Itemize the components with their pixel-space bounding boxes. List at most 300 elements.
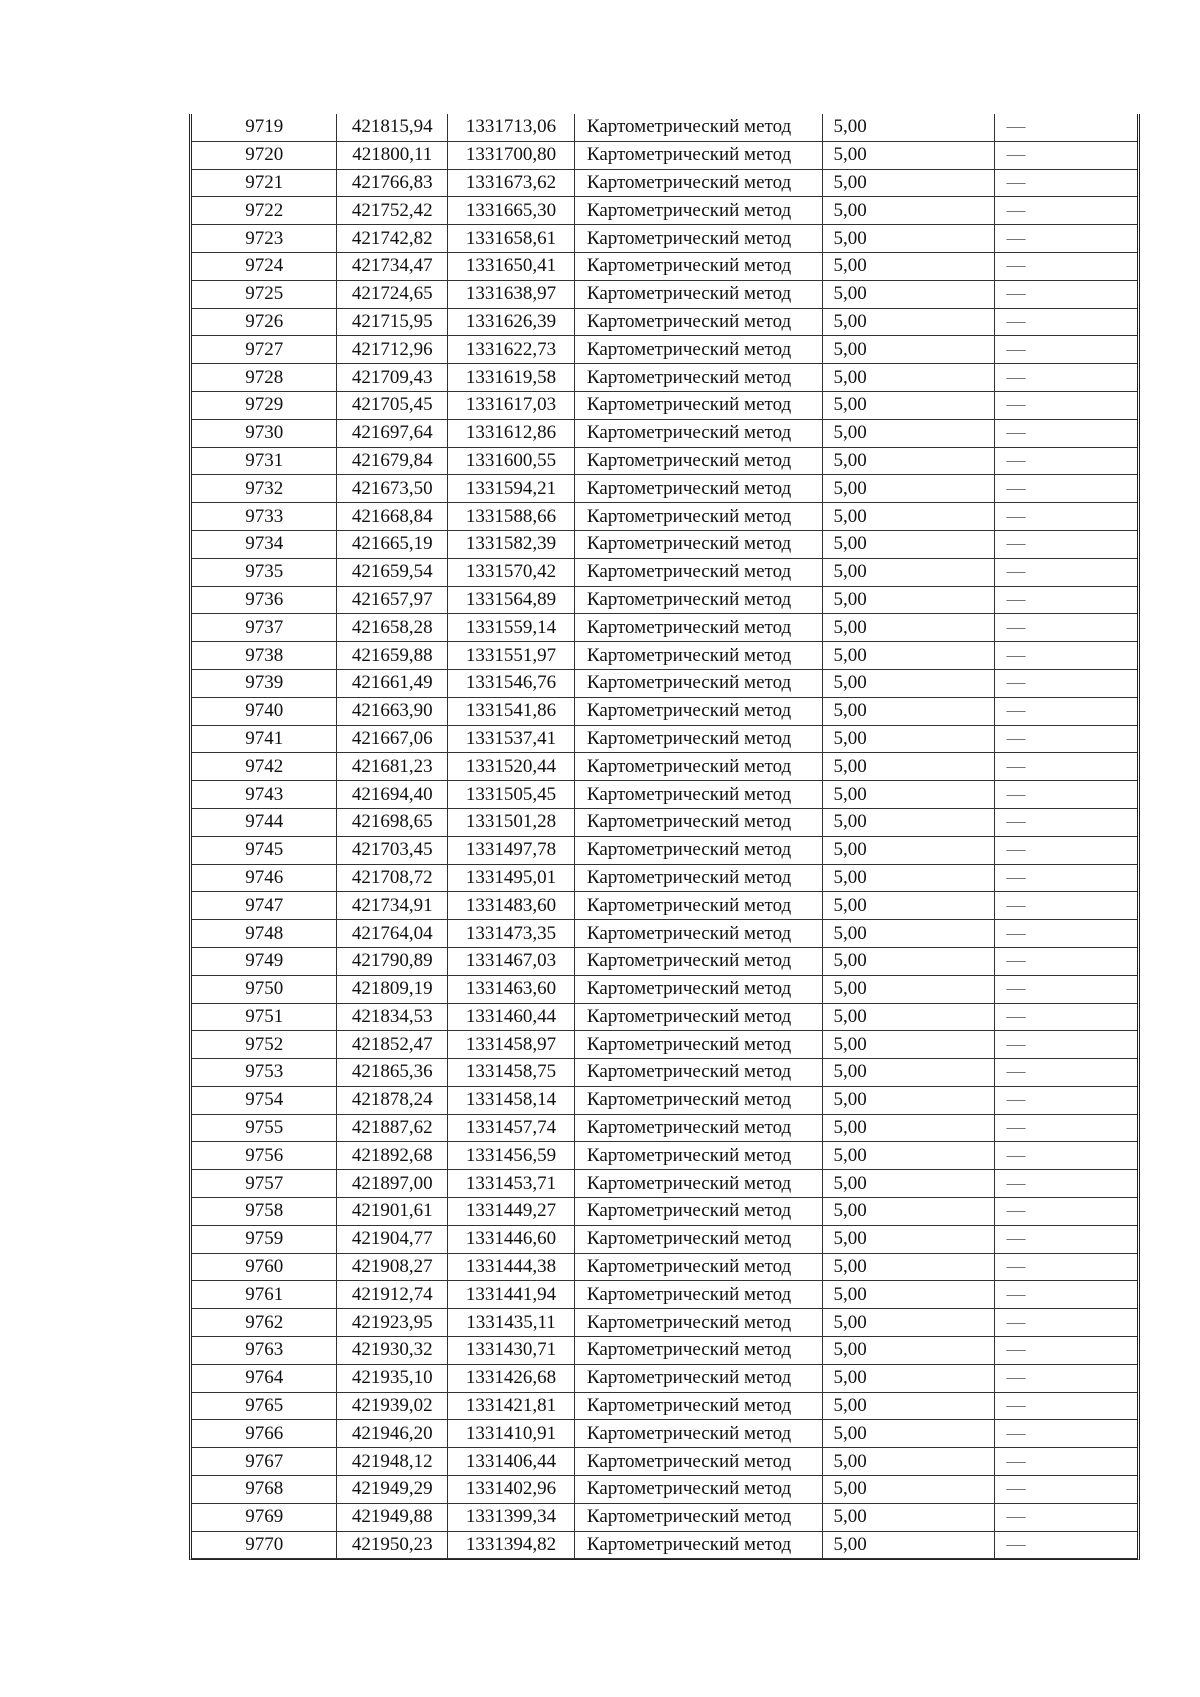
x-coordinate-cell: 421681,23 (337, 753, 448, 781)
table-row (192, 947, 1137, 975)
point-number-cell: 9731 (192, 447, 337, 475)
method-cell: Картометрический метод (574, 836, 823, 864)
x-coordinate-cell: 421887,62 (337, 1114, 448, 1142)
note-cell: — (994, 753, 1137, 781)
point-number-cell: 9768 (192, 1476, 337, 1504)
note-cell: — (994, 642, 1137, 670)
table-row (192, 503, 1137, 531)
x-coordinate-cell: 421698,65 (337, 808, 448, 836)
method-cell: Картометрический метод (574, 697, 823, 725)
y-coordinate-cell: 1331570,42 (448, 558, 575, 586)
note-cell: — (994, 1253, 1137, 1281)
y-coordinate-cell: 1331399,34 (448, 1503, 575, 1531)
point-number-cell: 9720 (192, 141, 337, 169)
y-coordinate-cell: 1331622,73 (448, 336, 575, 364)
method-cell: Картометрический метод (574, 1059, 823, 1087)
y-coordinate-cell: 1331495,01 (448, 864, 575, 892)
accuracy-cell: 5,00 (823, 225, 994, 253)
table-row (192, 1225, 1137, 1253)
table-row (192, 252, 1137, 280)
note-cell: — (994, 892, 1137, 920)
y-coordinate-cell: 1331594,21 (448, 475, 575, 503)
x-coordinate-cell: 421815,94 (337, 114, 448, 141)
table-row (192, 308, 1137, 336)
accuracy-cell: 5,00 (823, 697, 994, 725)
y-coordinate-cell: 1331582,39 (448, 530, 575, 558)
y-coordinate-cell: 1331426,68 (448, 1364, 575, 1392)
point-number-cell: 9736 (192, 586, 337, 614)
method-cell: Картометрический метод (574, 475, 823, 503)
point-number-cell: 9762 (192, 1309, 337, 1337)
point-number-cell: 9763 (192, 1337, 337, 1365)
x-coordinate-cell: 421657,97 (337, 586, 448, 614)
note-cell: — (994, 447, 1137, 475)
x-coordinate-cell: 421734,91 (337, 892, 448, 920)
note-cell: — (994, 1309, 1137, 1337)
accuracy-cell: 5,00 (823, 1392, 994, 1420)
point-number-cell: 9743 (192, 781, 337, 809)
note-cell: — (994, 169, 1137, 197)
table-row (192, 1337, 1137, 1365)
point-number-cell: 9770 (192, 1531, 337, 1559)
y-coordinate-cell: 1331713,06 (448, 114, 575, 141)
method-cell: Картометрический метод (574, 1170, 823, 1198)
note-cell: — (994, 391, 1137, 419)
method-cell: Картометрический метод (574, 1476, 823, 1504)
x-coordinate-cell: 421668,84 (337, 503, 448, 531)
method-cell: Картометрический метод (574, 197, 823, 225)
table-row (192, 1448, 1137, 1476)
table-row (192, 1114, 1137, 1142)
point-number-cell: 9725 (192, 280, 337, 308)
x-coordinate-cell: 421708,72 (337, 864, 448, 892)
note-cell: — (994, 1031, 1137, 1059)
table-row (192, 558, 1137, 586)
point-number-cell: 9754 (192, 1086, 337, 1114)
y-coordinate-cell: 1331449,27 (448, 1198, 575, 1226)
y-coordinate-cell: 1331588,66 (448, 503, 575, 531)
accuracy-cell: 5,00 (823, 864, 994, 892)
x-coordinate-cell: 421667,06 (337, 725, 448, 753)
y-coordinate-cell: 1331501,28 (448, 808, 575, 836)
accuracy-cell: 5,00 (823, 1364, 994, 1392)
x-coordinate-cell: 421766,83 (337, 169, 448, 197)
x-coordinate-cell: 421715,95 (337, 308, 448, 336)
point-number-cell: 9746 (192, 864, 337, 892)
method-cell: Картометрический метод (574, 1364, 823, 1392)
x-coordinate-cell: 421658,28 (337, 614, 448, 642)
accuracy-cell: 5,00 (823, 1225, 994, 1253)
accuracy-cell: 5,00 (823, 447, 994, 475)
note-cell: — (994, 947, 1137, 975)
accuracy-cell: 5,00 (823, 1003, 994, 1031)
point-number-cell: 9723 (192, 225, 337, 253)
y-coordinate-cell: 1331673,62 (448, 169, 575, 197)
table-row (192, 1281, 1137, 1309)
method-cell: Картометрический метод (574, 725, 823, 753)
method-cell: Картометрический метод (574, 447, 823, 475)
table-row (192, 447, 1137, 475)
method-cell: Картометрический метод (574, 1309, 823, 1337)
method-cell: Картометрический метод (574, 808, 823, 836)
note-cell: — (994, 808, 1137, 836)
accuracy-cell: 5,00 (823, 920, 994, 948)
method-cell: Картометрический метод (574, 1142, 823, 1170)
x-coordinate-cell: 421897,00 (337, 1170, 448, 1198)
accuracy-cell: 5,00 (823, 169, 994, 197)
note-cell: — (994, 1364, 1137, 1392)
table-row (192, 169, 1137, 197)
accuracy-cell: 5,00 (823, 1337, 994, 1365)
table-row (192, 1198, 1137, 1226)
point-number-cell: 9764 (192, 1364, 337, 1392)
note-cell: — (994, 1086, 1137, 1114)
y-coordinate-cell: 1331559,14 (448, 614, 575, 642)
note-cell: — (994, 503, 1137, 531)
method-cell: Картометрический метод (574, 975, 823, 1003)
accuracy-cell: 5,00 (823, 1309, 994, 1337)
y-coordinate-cell: 1331612,86 (448, 419, 575, 447)
accuracy-cell: 5,00 (823, 947, 994, 975)
y-coordinate-cell: 1331458,14 (448, 1086, 575, 1114)
note-cell: — (994, 1531, 1137, 1559)
accuracy-cell: 5,00 (823, 1059, 994, 1087)
method-cell: Картометрический метод (574, 141, 823, 169)
point-number-cell: 9767 (192, 1448, 337, 1476)
table-row (192, 114, 1137, 141)
y-coordinate-cell: 1331638,97 (448, 280, 575, 308)
accuracy-cell: 5,00 (823, 141, 994, 169)
note-cell: — (994, 725, 1137, 753)
table-row (192, 642, 1137, 670)
table-row (192, 1476, 1137, 1504)
accuracy-cell: 5,00 (823, 308, 994, 336)
point-number-cell: 9719 (192, 114, 337, 141)
table-row (192, 614, 1137, 642)
point-number-cell: 9753 (192, 1059, 337, 1087)
point-number-cell: 9729 (192, 391, 337, 419)
method-cell: Картометрический метод (574, 1086, 823, 1114)
method-cell: Картометрический метод (574, 114, 823, 141)
point-number-cell: 9755 (192, 1114, 337, 1142)
table-row (192, 530, 1137, 558)
table-row (192, 920, 1137, 948)
table-row (192, 225, 1137, 253)
note-cell: — (994, 364, 1137, 392)
point-number-cell: 9760 (192, 1253, 337, 1281)
table-row (192, 336, 1137, 364)
point-number-cell: 9747 (192, 892, 337, 920)
y-coordinate-cell: 1331617,03 (448, 391, 575, 419)
y-coordinate-cell: 1331458,97 (448, 1031, 575, 1059)
note-cell: — (994, 1225, 1137, 1253)
accuracy-cell: 5,00 (823, 558, 994, 586)
y-coordinate-cell: 1331658,61 (448, 225, 575, 253)
x-coordinate-cell: 421703,45 (337, 836, 448, 864)
accuracy-cell: 5,00 (823, 808, 994, 836)
point-number-cell: 9765 (192, 1392, 337, 1420)
x-coordinate-cell: 421908,27 (337, 1253, 448, 1281)
accuracy-cell: 5,00 (823, 114, 994, 141)
table-row (192, 836, 1137, 864)
point-number-cell: 9756 (192, 1142, 337, 1170)
note-cell: — (994, 1392, 1137, 1420)
accuracy-cell: 5,00 (823, 892, 994, 920)
table-row (192, 364, 1137, 392)
table-row (192, 1253, 1137, 1281)
y-coordinate-cell: 1331505,45 (448, 781, 575, 809)
table-body (192, 114, 1137, 1559)
method-cell: Картометрический метод (574, 1003, 823, 1031)
method-cell: Картометрический метод (574, 503, 823, 531)
x-coordinate-cell: 421697,64 (337, 419, 448, 447)
x-coordinate-cell: 421939,02 (337, 1392, 448, 1420)
method-cell: Картометрический метод (574, 1503, 823, 1531)
x-coordinate-cell: 421950,23 (337, 1531, 448, 1559)
y-coordinate-cell: 1331537,41 (448, 725, 575, 753)
y-coordinate-cell: 1331460,44 (448, 1003, 575, 1031)
point-number-cell: 9751 (192, 1003, 337, 1031)
method-cell: Картометрический метод (574, 419, 823, 447)
note-cell: — (994, 197, 1137, 225)
x-coordinate-cell: 421949,88 (337, 1503, 448, 1531)
table-row (192, 892, 1137, 920)
accuracy-cell: 5,00 (823, 1031, 994, 1059)
note-cell: — (994, 697, 1137, 725)
y-coordinate-cell: 1331453,71 (448, 1170, 575, 1198)
y-coordinate-cell: 1331626,39 (448, 308, 575, 336)
method-cell: Картометрический метод (574, 892, 823, 920)
note-cell: — (994, 308, 1137, 336)
y-coordinate-cell: 1331441,94 (448, 1281, 575, 1309)
accuracy-cell: 5,00 (823, 725, 994, 753)
accuracy-cell: 5,00 (823, 1281, 994, 1309)
y-coordinate-cell: 1331444,38 (448, 1253, 575, 1281)
point-number-cell: 9738 (192, 642, 337, 670)
note-cell: — (994, 1142, 1137, 1170)
point-number-cell: 9742 (192, 753, 337, 781)
point-number-cell: 9732 (192, 475, 337, 503)
table-row (192, 141, 1137, 169)
y-coordinate-cell: 1331665,30 (448, 197, 575, 225)
note-cell: — (994, 1420, 1137, 1448)
x-coordinate-cell: 421865,36 (337, 1059, 448, 1087)
accuracy-cell: 5,00 (823, 781, 994, 809)
y-coordinate-cell: 1331406,44 (448, 1448, 575, 1476)
x-coordinate-cell: 421809,19 (337, 975, 448, 1003)
accuracy-cell: 5,00 (823, 1448, 994, 1476)
method-cell: Картометрический метод (574, 1253, 823, 1281)
note-cell: — (994, 975, 1137, 1003)
x-coordinate-cell: 421661,49 (337, 669, 448, 697)
x-coordinate-cell: 421679,84 (337, 447, 448, 475)
x-coordinate-cell: 421764,04 (337, 920, 448, 948)
note-cell: — (994, 530, 1137, 558)
method-cell: Картометрический метод (574, 1031, 823, 1059)
table-row (192, 1031, 1137, 1059)
point-number-cell: 9744 (192, 808, 337, 836)
note-cell: — (994, 1170, 1137, 1198)
point-number-cell: 9750 (192, 975, 337, 1003)
point-number-cell: 9727 (192, 336, 337, 364)
point-number-cell: 9741 (192, 725, 337, 753)
note-cell: — (994, 280, 1137, 308)
point-number-cell: 9734 (192, 530, 337, 558)
method-cell: Картометрический метод (574, 614, 823, 642)
accuracy-cell: 5,00 (823, 252, 994, 280)
method-cell: Картометрический метод (574, 1392, 823, 1420)
x-coordinate-cell: 421712,96 (337, 336, 448, 364)
accuracy-cell: 5,00 (823, 669, 994, 697)
note-cell: — (994, 781, 1137, 809)
y-coordinate-cell: 1331402,96 (448, 1476, 575, 1504)
accuracy-cell: 5,00 (823, 975, 994, 1003)
table-row (192, 808, 1137, 836)
y-coordinate-cell: 1331619,58 (448, 364, 575, 392)
note-cell: — (994, 252, 1137, 280)
y-coordinate-cell: 1331650,41 (448, 252, 575, 280)
note-cell: — (994, 586, 1137, 614)
table-row (192, 697, 1137, 725)
table-row (192, 391, 1137, 419)
x-coordinate-cell: 421659,88 (337, 642, 448, 670)
accuracy-cell: 5,00 (823, 753, 994, 781)
note-cell: — (994, 225, 1137, 253)
method-cell: Картометрический метод (574, 1420, 823, 1448)
note-cell: — (994, 114, 1137, 141)
accuracy-cell: 5,00 (823, 1170, 994, 1198)
point-number-cell: 9739 (192, 669, 337, 697)
x-coordinate-cell: 421935,10 (337, 1364, 448, 1392)
x-coordinate-cell: 421665,19 (337, 530, 448, 558)
method-cell: Картометрический метод (574, 1225, 823, 1253)
point-number-cell: 9766 (192, 1420, 337, 1448)
note-cell: — (994, 1503, 1137, 1531)
accuracy-cell: 5,00 (823, 280, 994, 308)
method-cell: Картометрический метод (574, 252, 823, 280)
table-row (192, 1364, 1137, 1392)
accuracy-cell: 5,00 (823, 836, 994, 864)
note-cell: — (994, 1281, 1137, 1309)
point-number-cell: 9757 (192, 1170, 337, 1198)
point-number-cell: 9749 (192, 947, 337, 975)
y-coordinate-cell: 1331410,91 (448, 1420, 575, 1448)
x-coordinate-cell: 421705,45 (337, 391, 448, 419)
method-cell: Картометрический метод (574, 530, 823, 558)
y-coordinate-cell: 1331541,86 (448, 697, 575, 725)
method-cell: Картометрический метод (574, 391, 823, 419)
table-row (192, 1392, 1137, 1420)
accuracy-cell: 5,00 (823, 1253, 994, 1281)
table-row (192, 1531, 1137, 1559)
note-cell: — (994, 669, 1137, 697)
point-number-cell: 9721 (192, 169, 337, 197)
table-row (192, 1003, 1137, 1031)
x-coordinate-cell: 421673,50 (337, 475, 448, 503)
y-coordinate-cell: 1331456,59 (448, 1142, 575, 1170)
note-cell: — (994, 1337, 1137, 1365)
x-coordinate-cell: 421930,32 (337, 1337, 448, 1365)
x-coordinate-cell: 421752,42 (337, 197, 448, 225)
y-coordinate-cell: 1331497,78 (448, 836, 575, 864)
note-cell: — (994, 1476, 1137, 1504)
accuracy-cell: 5,00 (823, 419, 994, 447)
x-coordinate-cell: 421724,65 (337, 280, 448, 308)
table-row (192, 975, 1137, 1003)
y-coordinate-cell: 1331546,76 (448, 669, 575, 697)
point-number-cell: 9730 (192, 419, 337, 447)
table-row (192, 864, 1137, 892)
x-coordinate-cell: 421663,90 (337, 697, 448, 725)
y-coordinate-cell: 1331483,60 (448, 892, 575, 920)
accuracy-cell: 5,00 (823, 503, 994, 531)
method-cell: Картометрический метод (574, 669, 823, 697)
x-coordinate-cell: 421949,29 (337, 1476, 448, 1504)
method-cell: Картометрический метод (574, 558, 823, 586)
method-cell: Картометрический метод (574, 308, 823, 336)
point-number-cell: 9724 (192, 252, 337, 280)
point-number-cell: 9737 (192, 614, 337, 642)
note-cell: — (994, 419, 1137, 447)
note-cell: — (994, 1114, 1137, 1142)
table-row (192, 1142, 1137, 1170)
note-cell: — (994, 1059, 1137, 1087)
point-number-cell: 9761 (192, 1281, 337, 1309)
table-row (192, 1086, 1137, 1114)
x-coordinate-cell: 421948,12 (337, 1448, 448, 1476)
x-coordinate-cell: 421800,11 (337, 141, 448, 169)
note-cell: — (994, 141, 1137, 169)
x-coordinate-cell: 421923,95 (337, 1309, 448, 1337)
method-cell: Картометрический метод (574, 1114, 823, 1142)
point-number-cell: 9722 (192, 197, 337, 225)
accuracy-cell: 5,00 (823, 530, 994, 558)
table-row (192, 1059, 1137, 1087)
note-cell: — (994, 614, 1137, 642)
y-coordinate-cell: 1331421,81 (448, 1392, 575, 1420)
point-number-cell: 9726 (192, 308, 337, 336)
note-cell: — (994, 920, 1137, 948)
x-coordinate-cell: 421834,53 (337, 1003, 448, 1031)
method-cell: Картометрический метод (574, 642, 823, 670)
accuracy-cell: 5,00 (823, 1531, 994, 1559)
x-coordinate-cell: 421946,20 (337, 1420, 448, 1448)
y-coordinate-cell: 1331551,97 (448, 642, 575, 670)
method-cell: Картометрический метод (574, 280, 823, 308)
method-cell: Картометрический метод (574, 225, 823, 253)
y-coordinate-cell: 1331564,89 (448, 586, 575, 614)
method-cell: Картометрический метод (574, 586, 823, 614)
coordinates-table (192, 114, 1137, 1559)
table-row (192, 781, 1137, 809)
method-cell: Картометрический метод (574, 1531, 823, 1559)
method-cell: Картометрический метод (574, 753, 823, 781)
accuracy-cell: 5,00 (823, 1420, 994, 1448)
table-row (192, 475, 1137, 503)
y-coordinate-cell: 1331457,74 (448, 1114, 575, 1142)
note-cell: — (994, 475, 1137, 503)
y-coordinate-cell: 1331458,75 (448, 1059, 575, 1087)
table-row (192, 753, 1137, 781)
x-coordinate-cell: 421852,47 (337, 1031, 448, 1059)
method-cell: Картометрический метод (574, 920, 823, 948)
x-coordinate-cell: 421659,54 (337, 558, 448, 586)
x-coordinate-cell: 421734,47 (337, 252, 448, 280)
x-coordinate-cell: 421790,89 (337, 947, 448, 975)
y-coordinate-cell: 1331394,82 (448, 1531, 575, 1559)
x-coordinate-cell: 421904,77 (337, 1225, 448, 1253)
x-coordinate-cell: 421892,68 (337, 1142, 448, 1170)
